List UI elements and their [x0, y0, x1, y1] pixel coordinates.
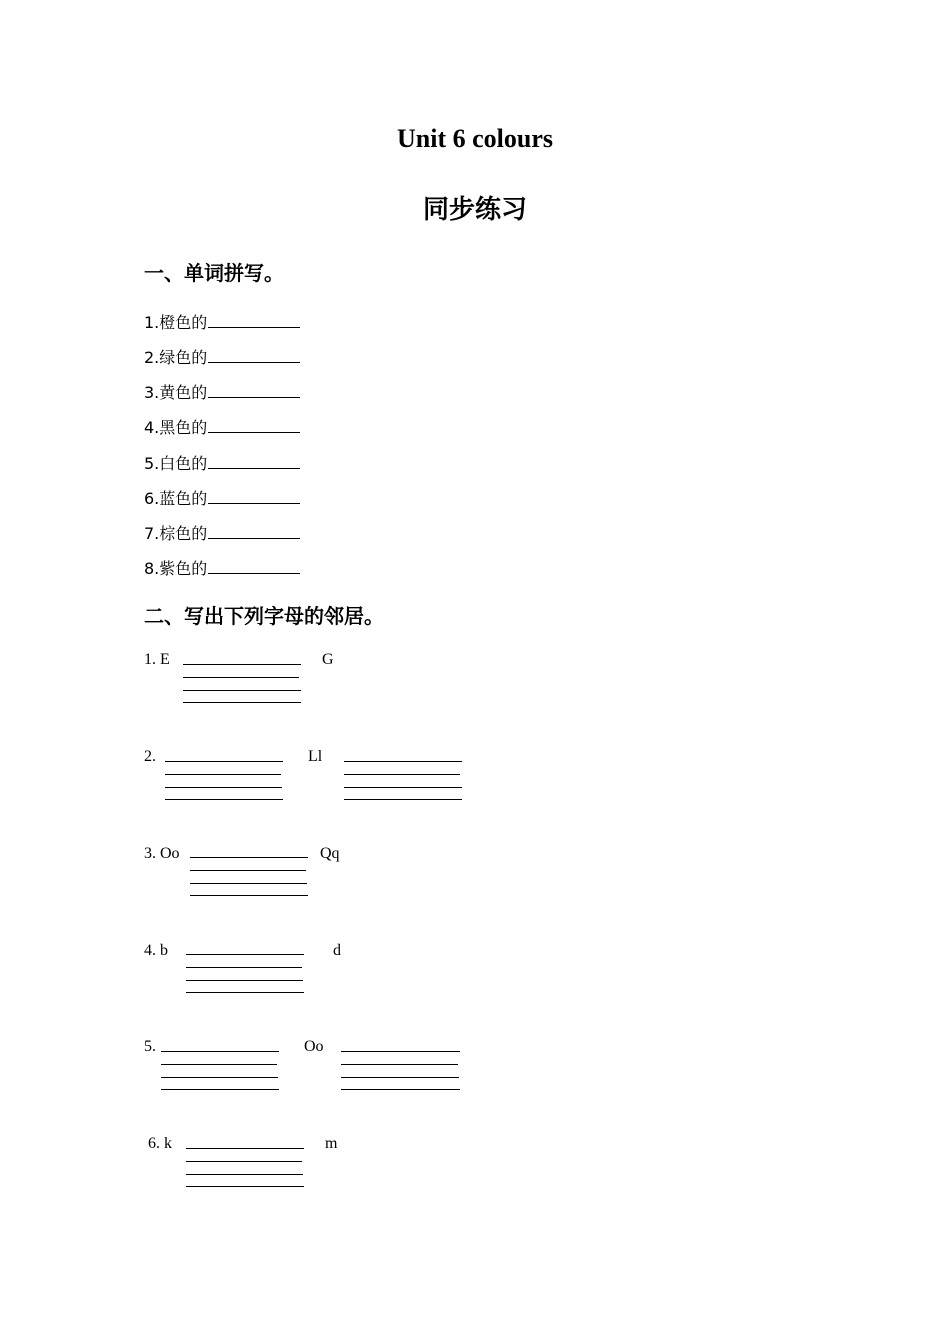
answer-blank[interactable] — [208, 557, 300, 574]
page-subtitle: 同步练习 — [422, 195, 527, 225]
vocab-label: 6.蓝色的 — [144, 489, 208, 508]
vocab-item — [144, 486, 300, 509]
question-number: 6. k — [148, 1135, 172, 1152]
letter-middle: Oo — [304, 1038, 324, 1055]
question-number: 2. — [144, 748, 156, 765]
letter-after: m — [325, 1135, 338, 1152]
vocab-item — [144, 521, 300, 544]
vocab-label: 7.棕色的 — [144, 524, 208, 543]
vocab-item — [144, 556, 300, 579]
answer-blank[interactable] — [208, 311, 300, 328]
vocab-label: 3.黄色的 — [144, 383, 208, 402]
question-number: 1. E — [144, 651, 170, 668]
question-number: 4. b — [144, 942, 168, 959]
vocab-item — [144, 451, 300, 474]
vocab-item — [144, 310, 300, 333]
section-heading-spelling: 一、单词拼写。 — [144, 261, 284, 285]
vocab-item — [144, 415, 300, 438]
answer-blank[interactable] — [208, 487, 300, 504]
vocab-label: 2.绿色的 — [144, 348, 208, 367]
answer-blank[interactable] — [208, 381, 300, 398]
letter-middle: Ll — [308, 748, 323, 765]
vocab-item — [144, 345, 300, 368]
answer-blank[interactable] — [208, 452, 300, 469]
page-title: Unit 6 colours — [397, 124, 553, 153]
answer-blank[interactable] — [208, 416, 300, 433]
vocab-label: 1.橙色的 — [144, 313, 208, 332]
letter-after: G — [322, 651, 334, 668]
letter-after: d — [333, 942, 341, 959]
answer-blank[interactable] — [208, 522, 300, 539]
vocab-label: 4.黑色的 — [144, 418, 208, 437]
answer-blank[interactable] — [208, 346, 300, 363]
question-number: 3. Oo — [144, 845, 180, 862]
vocab-label: 8.紫色的 — [144, 559, 208, 578]
question-number: 5. — [144, 1038, 156, 1055]
section-heading-letters: 二、写出下列字母的邻居。 — [144, 604, 384, 628]
vocab-label: 5.白色的 — [144, 454, 208, 473]
letter-after: Qq — [320, 845, 340, 862]
vocab-item — [144, 380, 300, 403]
